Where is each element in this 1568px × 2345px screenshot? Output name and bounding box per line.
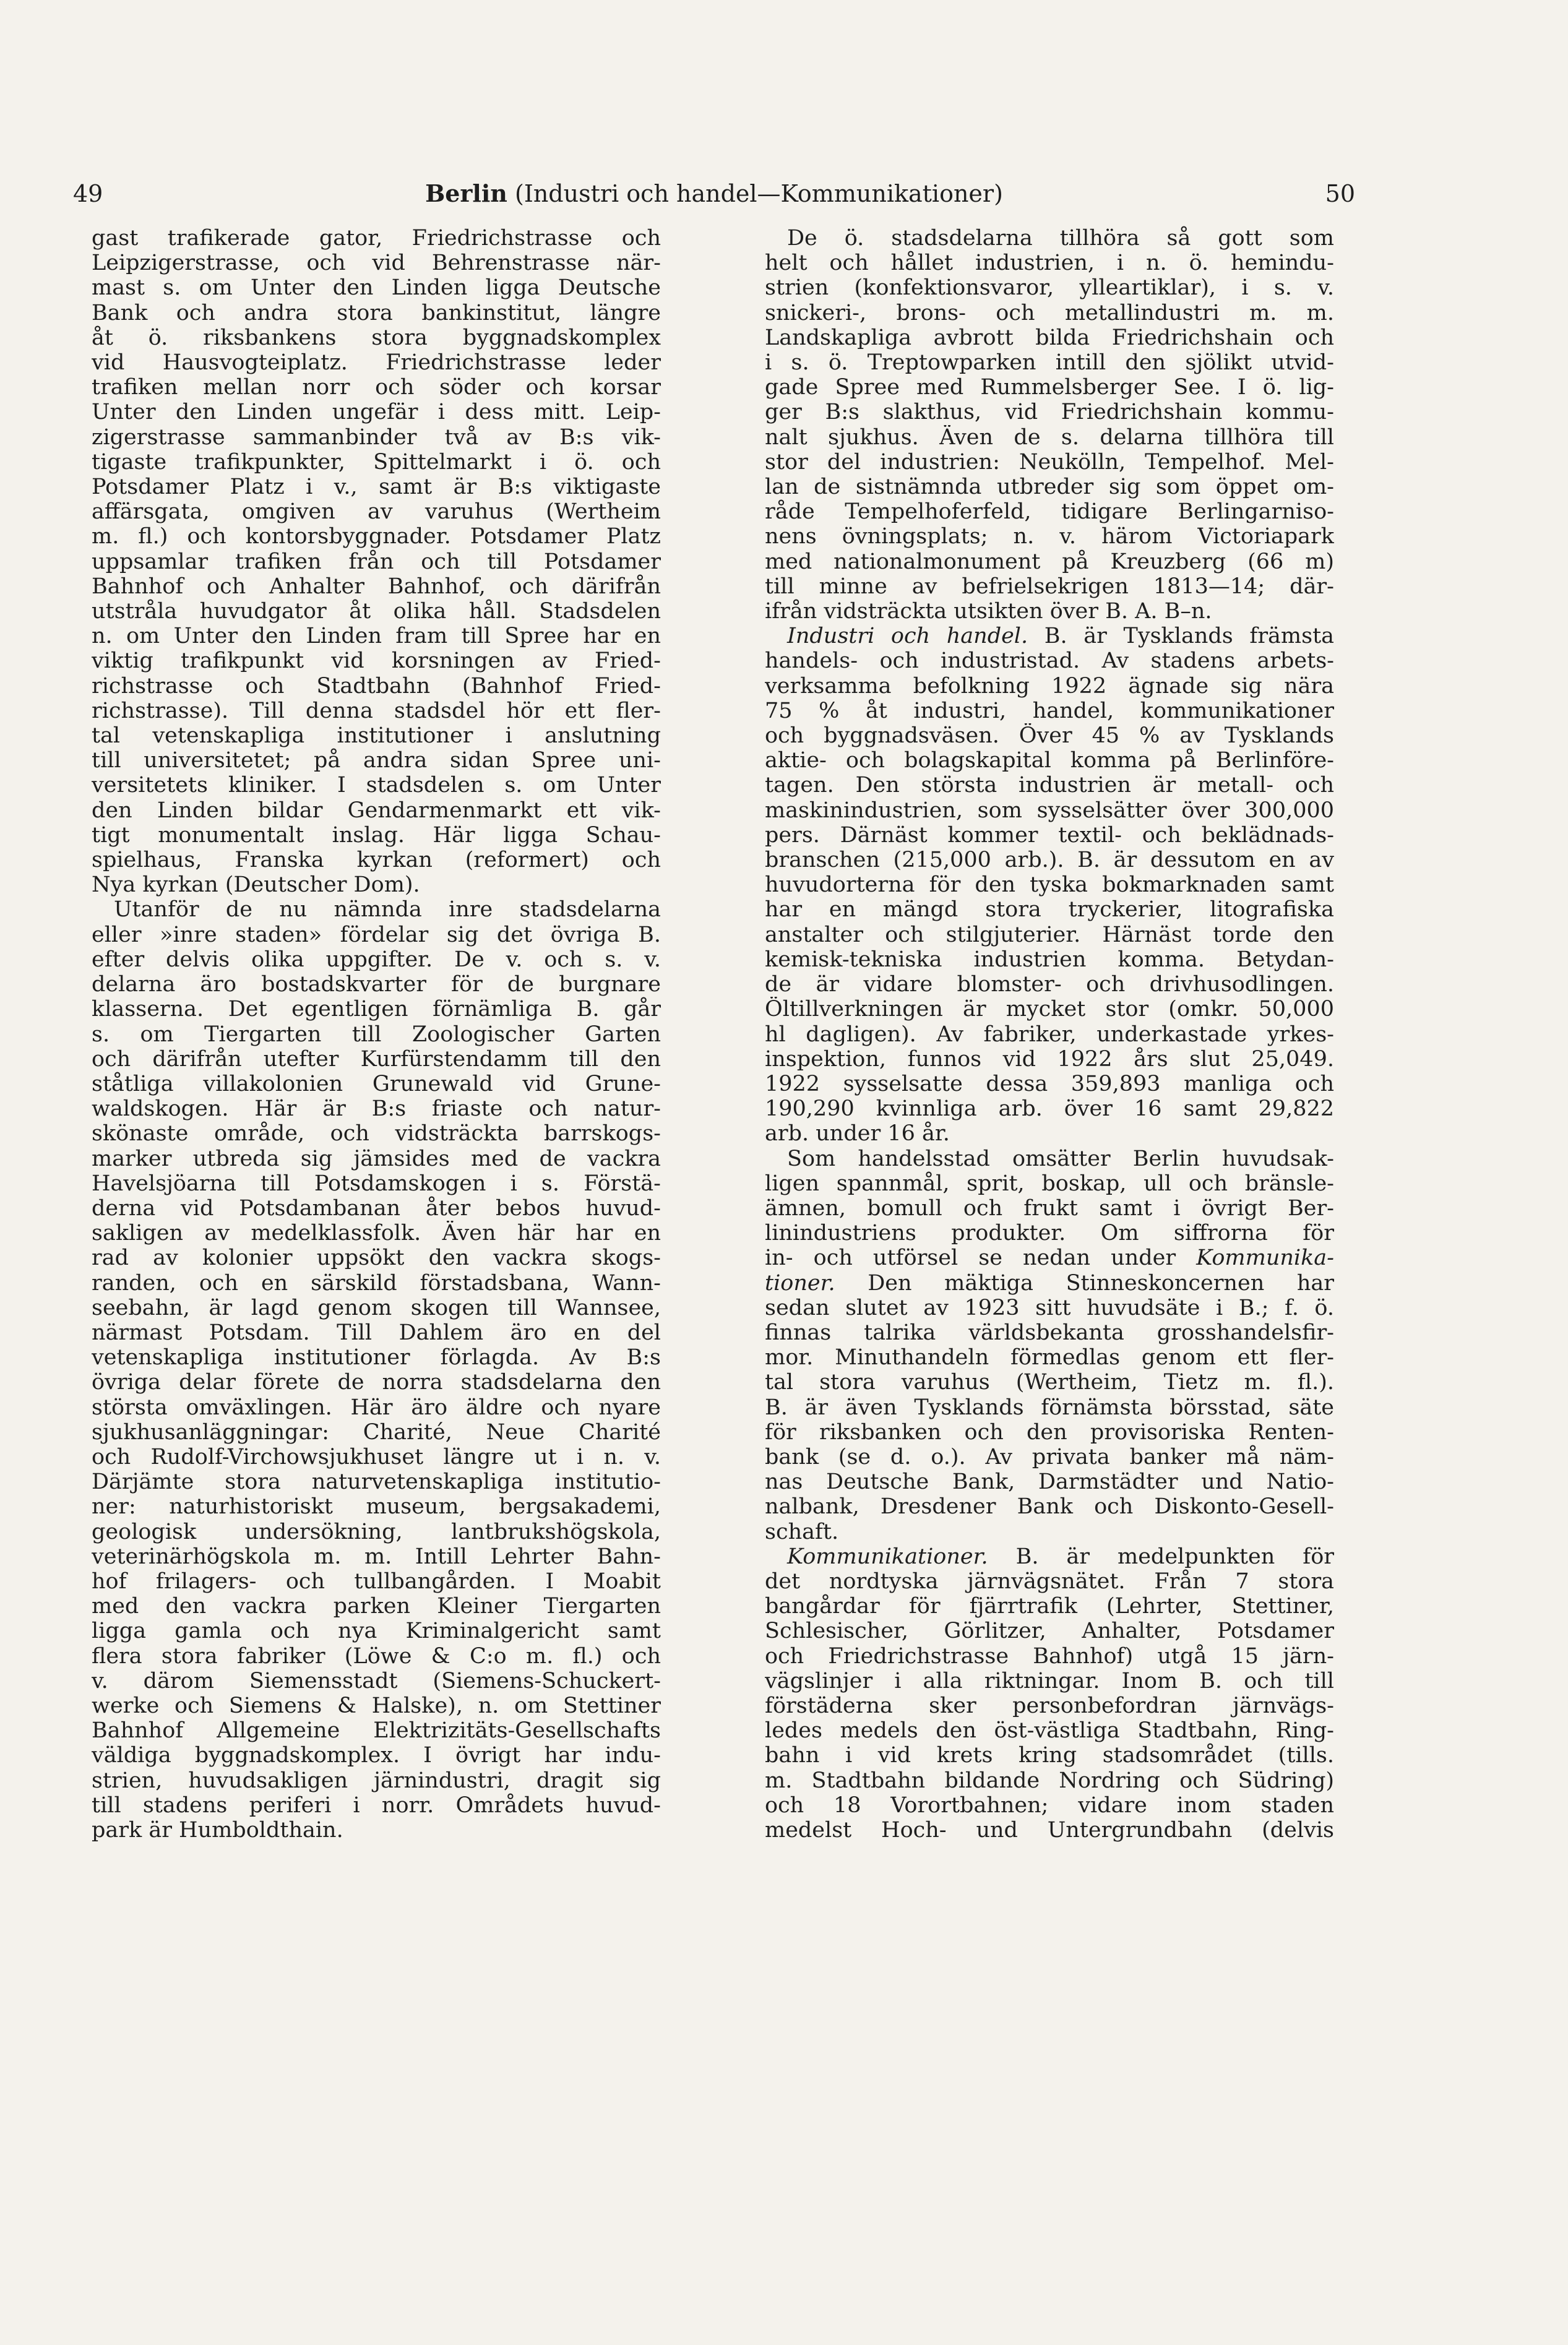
text-line: Därjämte stora naturvetenskapliga institutio- xyxy=(92,1469,661,1495)
text-line: marker utbreda sig jämsides med de vackra xyxy=(92,1146,661,1171)
text-line: 1922 sysselsatte dessa 359,893 manliga och xyxy=(765,1071,1334,1096)
text-line: viktig trafikpunkt vid korsningen av Fried- xyxy=(92,648,661,674)
text-line: och byggnadsväsen. Över 45 % av Tysklands xyxy=(765,723,1334,749)
text-line: branschen (215,000 arb.). B. är dessutom en av xyxy=(765,848,1334,873)
text-line: schaft. xyxy=(765,1519,839,1544)
text-line: Leipzigerstrasse, och vid Behrenstrasse när- xyxy=(92,251,661,276)
text-line: hl dagligen). Av fabriker, underkastade yrkes- xyxy=(765,1022,1334,1047)
running-header xyxy=(73,172,1355,215)
text-line: ämnen, bomull och frukt samt i övrigt Ber- xyxy=(765,1195,1334,1221)
text-line: 190,290 kvinnliga arb. över 16 samt 29,822 xyxy=(765,1096,1334,1122)
running-title-rest: (Industri och handel—Kommunikationer) xyxy=(515,180,1003,207)
text-line: park är Humboldthain. xyxy=(92,1818,343,1843)
text-line: sjukhusanläggningar: Charité, Neue Charité xyxy=(92,1419,661,1445)
running-title-keyword: Berlin xyxy=(425,179,507,207)
text-line: Bahnhof och Anhalter Bahnhof, och därifrån xyxy=(92,574,661,599)
text-line: seebahn, är lagd genom skogen till Wannsee, xyxy=(92,1295,661,1320)
text-line: Kommunikationer. B. är medelpunkten för xyxy=(787,1544,1334,1569)
text-line: och Friedrichstrasse Bahnhof) utgå 15 järn- xyxy=(765,1643,1334,1669)
text-line: aktie- och bolagskapital komma på Berlinföre- xyxy=(765,748,1334,773)
text-line: Bahnhof Allgemeine Elektrizitäts-Gesellschafts xyxy=(92,1718,661,1744)
text-line: skönaste område, och vidsträckta barrskogs- xyxy=(92,1121,661,1147)
text-line: strien, huvudsakligen järnindustri, dragit sig xyxy=(92,1768,661,1793)
text-line: helt och hållet industrien, i n. ö. hemindu- xyxy=(765,251,1334,276)
text-line: m. fl.) och kontorsbyggnader. Potsdamer Platz xyxy=(92,524,661,549)
text-line: åt ö. riksbankens stora byggnadskomplex xyxy=(92,325,661,350)
text-line: finnas talrika världsbekanta grosshandelsfir- xyxy=(765,1320,1334,1345)
text-line: förstäderna sker personbefordran järnvägs- xyxy=(765,1693,1334,1718)
page-number-right: 50 xyxy=(1325,180,1355,207)
text-line: medelst Hoch- und Untergrundbahn (delvis xyxy=(765,1818,1334,1843)
text-line: Öltillverkningen är mycket stor (omkr. 50,000 xyxy=(765,997,1334,1022)
text-line: och Rudolf-Virchowsjukhuset längre ut i n. v. xyxy=(92,1444,661,1469)
text-line: till stadens periferi i norr. Områdets huvud- xyxy=(92,1792,661,1818)
text-line: trafiken mellan norr och söder och korsar xyxy=(92,375,661,400)
text-line: arb. under 16 år. xyxy=(765,1121,950,1147)
text-line: richstrasse). Till denna stadsdel hör ett fler- xyxy=(92,698,661,723)
text-line: ner: naturhistoriskt museum, bergsakademi, xyxy=(92,1494,661,1520)
text-line: den Linden bildar Gendarmenmarkt ett vik- xyxy=(92,798,661,823)
text-line: nalbank, Dresdener Bank och Diskonto-Gesell- xyxy=(765,1494,1334,1520)
text-line: Utanför de nu nämnda inre stadsdelarna xyxy=(114,897,661,923)
text-line: waldskogen. Här är B:s friaste och natur- xyxy=(92,1096,661,1122)
text-line: med den vackra parken Kleiner Tiergarten xyxy=(92,1594,661,1619)
text-line: randen, och en särskild förstadsbana, Wann- xyxy=(92,1270,661,1296)
left-column xyxy=(92,226,661,2119)
text-line: De ö. stadsdelarna tillhöra så gott som xyxy=(787,226,1334,251)
text-line: tigt monumentalt inslag. Här ligga Schau- xyxy=(92,822,661,848)
text-line: versitetets kliniker. I stadsdelen s. om Unter xyxy=(92,773,661,798)
text-line: Nya kyrkan (Deutscher Dom). xyxy=(92,872,420,898)
text-line: nas Deutsche Bank, Darmstädter und Natio- xyxy=(765,1469,1334,1495)
text-line: vid Hausvogteiplatz. Friedrichstrasse leder xyxy=(92,350,661,376)
text-line: v. därom Siemensstadt (Siemens-Schuckert- xyxy=(92,1668,661,1693)
text-line: Som handelsstad omsätter Berlin huvudsak- xyxy=(787,1146,1334,1171)
text-line: geologisk undersökning, lantbrukshögskola, xyxy=(92,1519,661,1544)
text-line: strien (konfektionsvaror, ylleartiklar), i s. v. xyxy=(765,275,1334,301)
text-line: ligga gamla och nya Kriminalgericht samt xyxy=(92,1619,661,1644)
text-line: vägslinjer i alla riktningar. Inom B. och till xyxy=(765,1668,1334,1693)
text-line: gade Spree med Rummelsberger See. I ö. lig- xyxy=(765,375,1334,400)
text-line: Industri och handel. B. är Tysklands främsta xyxy=(787,624,1334,649)
text-line: klasserna. Det egentligen förnämliga B. går xyxy=(92,997,661,1022)
text-line: bangårdar för fjärrtrafik (Lehrter, Stettiner, xyxy=(765,1594,1334,1619)
text-line: s. om Tiergarten till Zoologischer Garten xyxy=(92,1022,661,1047)
text-line: zigerstrasse sammanbinder två av B:s vik- xyxy=(92,424,661,450)
text-line: och 18 Vorortbahnen; vidare inom staden xyxy=(765,1792,1334,1818)
text-line: snickeri-, brons- och metallindustri m. m. xyxy=(765,300,1334,325)
text-line: linindustriens produkter. Om siffrorna för xyxy=(765,1221,1334,1246)
text-line: gast trafikerade gator, Friedrichstrasse och xyxy=(92,226,661,251)
text-line: affärsgata, omgiven av varuhus (Wertheim xyxy=(92,499,661,525)
text-line: ledes medels den öst-västliga Stadtbahn, Ring- xyxy=(765,1718,1334,1744)
text-line: anstalter och stilgjuterier. Härnäst torde den xyxy=(765,922,1334,947)
page-number-left: 49 xyxy=(73,180,103,207)
text-line: delarna äro bostadskvarter för de burgnare xyxy=(92,972,661,997)
text-line: tigaste trafikpunkter, Spittelmarkt i ö. och xyxy=(92,449,661,475)
text-line: nens övningsplats; n. v. härom Victoriapark xyxy=(765,524,1334,549)
text-line: verksamma befolkning 1922 ägnade sig nära xyxy=(765,673,1334,699)
text-line: ifrån vidsträckta utsikten över B. A. B–n. xyxy=(765,599,1212,624)
text-line: m. Stadtbahn bildande Nordring och Südring) xyxy=(765,1768,1334,1793)
text-line: stor del industrien: Neukölln, Tempelhof. Mel- xyxy=(765,449,1334,475)
text-line: B. är även Tysklands förnämsta börsstad, säte xyxy=(765,1395,1334,1420)
text-line: Havelsjöarna till Potsdamskogen i s. Förstä- xyxy=(92,1171,661,1196)
text-line: till minne av befrielsekrigen 1813—14; där- xyxy=(765,574,1334,599)
text-line: ger B:s slakthus, vid Friedrichshain kommu- xyxy=(765,400,1334,425)
text-line: Potsdamer Platz i v., samt är B:s viktigaste xyxy=(92,475,661,500)
text-line: väldiga byggnadskomplex. I övrigt har indu- xyxy=(92,1743,661,1768)
text-line: de är vidare blomster- och drivhusodlingen. xyxy=(765,972,1334,997)
text-line: eller »inre staden» fördelar sig det övriga B. xyxy=(92,922,661,947)
text-line: Schlesischer, Görlitzer, Anhalter, Potsdamer xyxy=(765,1619,1334,1644)
text-line: till universitetet; på andra sidan Spree uni- xyxy=(92,748,661,773)
text-line: ligen spannmål, sprit, boskap, ull och bränsle- xyxy=(765,1171,1334,1196)
text-line: övriga delar förete de norra stadsdelarna den xyxy=(92,1370,661,1395)
text-line: handels- och industristad. Av stadens arbets- xyxy=(765,648,1334,674)
text-line: närmast Potsdam. Till Dahlem äro en del xyxy=(92,1320,661,1345)
text-line: richstrasse och Stadtbahn (Bahnhof Fried- xyxy=(92,673,661,699)
text-line: flera stora fabriker (Löwe & C:o m. fl.) och xyxy=(92,1643,661,1669)
text-line: mast s. om Unter den Linden ligga Deutsche xyxy=(92,275,661,301)
text-line: har en mängd stora tryckerier, litografiska xyxy=(765,897,1334,923)
text-line: nalt sjukhus. Även de s. delarna tillhöra till xyxy=(765,424,1334,450)
text-line: största omväxlingen. Här äro äldre och nyare xyxy=(92,1395,661,1420)
text-line: pers. Därnäst kommer textil- och beklädnads- xyxy=(765,822,1334,848)
running-title xyxy=(73,172,1355,215)
text-line: 75 % åt industri, handel, kommunikationer xyxy=(765,698,1334,723)
right-column xyxy=(765,226,1334,2119)
text-line: tal stora varuhus (Wertheim, Tietz m. fl.). xyxy=(765,1370,1334,1395)
text-line: derna vid Potsdambanan åter bebos huvud- xyxy=(92,1195,661,1221)
text-line: uppsamlar trafiken från och till Potsdamer xyxy=(92,549,661,574)
text-line: lan de sistnämnda utbreder sig som öppet om- xyxy=(765,475,1334,500)
text-line: werke och Siemens & Halske), n. om Stettiner xyxy=(92,1693,661,1718)
text-line: vetenskapliga institutioner förlagda. Av B:s xyxy=(92,1345,661,1370)
text-line: råde Tempelhoferfeld, tidigare Berlingarniso- xyxy=(765,499,1334,525)
text-line: huvudorterna för den tyska bokmarknaden samt xyxy=(765,872,1334,898)
text-line: hof frilagers- och tullbangården. I Moabit xyxy=(92,1568,661,1594)
text-line: maskinindustrien, som sysselsätter över 300,000 xyxy=(765,798,1334,823)
text-line: Landskapliga avbrott bilda Friedrichshain och xyxy=(765,325,1334,350)
text-line: rad av kolonier uppsökt den vackra skogs- xyxy=(92,1246,661,1271)
text-line: kemisk-tekniska industrien komma. Betydan- xyxy=(765,947,1334,972)
text-line: sakligen av medelklassfolk. Även här har en xyxy=(92,1221,661,1246)
text-line: spielhaus, Franska kyrkan (reformert) och xyxy=(92,848,661,873)
text-line: för riksbanken och den provisoriska Renten- xyxy=(765,1419,1334,1445)
text-line: bahn i vid krets kring stadsområdet (tills. xyxy=(765,1743,1334,1768)
text-line: bank (se d. o.). Av privata banker må näm- xyxy=(765,1444,1334,1469)
text-line: i s. ö. Treptowparken intill den sjölikt utvid- xyxy=(765,350,1334,376)
text-line: ståtliga villakolonien Grunewald vid Grune- xyxy=(92,1071,661,1096)
text-line: veterinärhögskola m. m. Intill Lehrter Bahn- xyxy=(92,1544,661,1569)
text-line: Bank och andra stora bankinstitut, längre xyxy=(92,300,661,325)
text-line: tagen. Den största industrien är metall- och xyxy=(765,773,1334,798)
text-line: Unter den Linden ungefär i dess mitt. Leip- xyxy=(92,400,661,425)
text-line: in- och utförsel se nedan under Kommunika- xyxy=(765,1246,1334,1271)
text-line: mor. Minuthandeln förmedlas genom ett fler- xyxy=(765,1345,1334,1370)
text-line: med nationalmonument på Kreuzberg (66 m) xyxy=(765,549,1334,574)
text-line: och därifrån utefter Kurfürstendamm till den xyxy=(92,1046,661,1072)
text-line: utstråla huvudgator åt olika håll. Stadsdelen xyxy=(92,599,661,624)
text-line: tal vetenskapliga institutioner i anslutning xyxy=(92,723,661,749)
text-line: sedan slutet av 1923 sitt huvudsäte i B.; f. ö. xyxy=(765,1295,1334,1320)
text-line: n. om Unter den Linden fram till Spree har en xyxy=(92,624,661,649)
text-line: efter delvis olika uppgifter. De v. och s. v. xyxy=(92,947,661,972)
text-line: det nordtyska järnvägsnätet. Från 7 stora xyxy=(765,1568,1334,1594)
text-line: inspektion, funnos vid 1922 års slut 25,049. xyxy=(765,1046,1334,1072)
text-line: tioner. Den mäktiga Stinneskoncernen har xyxy=(765,1270,1334,1296)
